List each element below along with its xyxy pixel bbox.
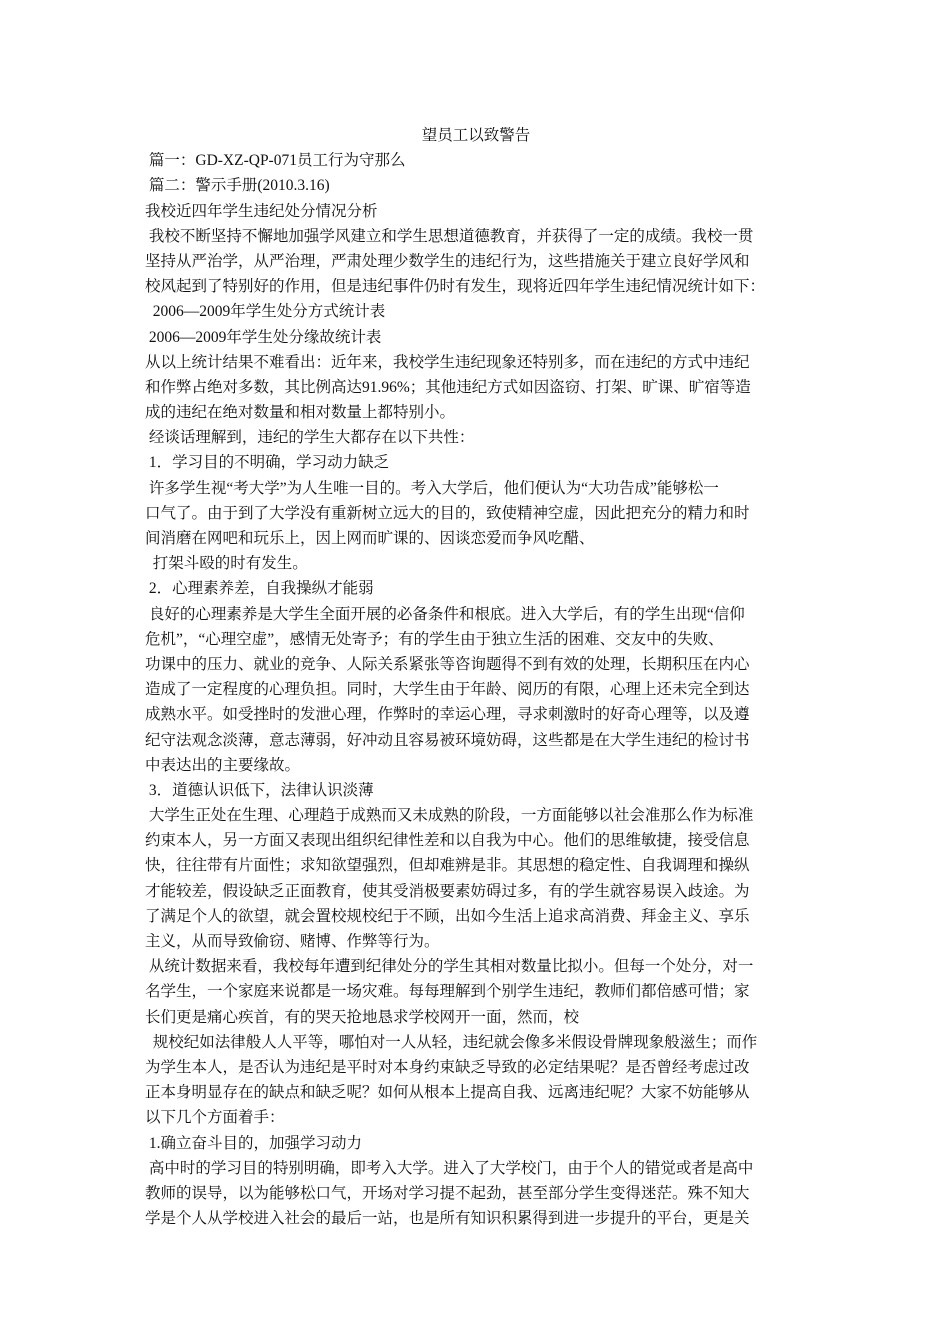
text-line: 中表达出的主要缘故。: [145, 756, 301, 774]
table-caption: 2006—2009年学生处分方式统计表: [145, 303, 386, 321]
text-line: 造成了一定程度的心理负担。同时，大学生由于年龄、阅历的有限，心理上还未完全到达: [145, 681, 750, 699]
text-line: 了满足个人的欲望，就会置校规校纪于不顾，出如今生活上追求高消费、拜金主义、享乐: [145, 907, 750, 925]
text-line: 从统计数据来看，我校每年遭到纪律处分的学生其相对数量比拟小。但每一个处分，对一: [145, 958, 754, 976]
list-heading: 2．心理素养差，自我操纵才能弱: [145, 580, 374, 598]
text-line: 以下几个方面着手：: [145, 1109, 285, 1127]
text-line: 口气了。由于到了大学没有重新树立远大的目的，致使精神空虚，因此把充分的精力和时: [145, 504, 750, 522]
text-line: 学是个人从学校进入社会的最后一站，也是所有知识积累得到进一步提升的平台，更是关: [145, 1210, 750, 1228]
text-line: 正本身明显存在的缺点和缺乏呢？如何从根本上提高自我、远离违纪呢？大家不妨能够从: [145, 1084, 750, 1102]
text-line: 许多学生视“考大学”为人生唯一目的。考入大学后，他们便认为“大功告成”能够松一: [145, 479, 719, 497]
text-line: 教师的误导，以为能够松口气，开场对学习提不起劲，甚至部分学生变得迷茫。殊不知大: [145, 1184, 750, 1202]
text-line: 经谈话理解到，违纪的学生大都存在以下共性：: [145, 429, 475, 447]
section-heading: 我校近四年学生违纪处分情况分析: [145, 202, 378, 220]
list-heading: 1．学习目的不明确，学习动力缺乏: [145, 454, 390, 472]
document-title: 望员工以致警告: [421, 127, 531, 144]
text-line: 危机”，“心理空虚”，感情无处寄予；有的学生由于独立生活的困难、交友中的失败、: [145, 630, 724, 648]
text-line: 规校纪如法律般人人平等，哪怕对一人从轻，违纪就会像多米假设骨牌现象般滋生；而作: [145, 1033, 758, 1051]
text-line: 和作弊占绝对多数，其比例高达91.96%；其他违纪方式如因盗窃、打架、旷课、旷宿等造: [145, 378, 751, 396]
table-caption: 2006—2009年学生处分缘故统计表: [145, 328, 382, 346]
text-line: 约束本人，另一方面又表现出组织纪律性差和以自我为中心。他们的思维敏捷，接受信息: [145, 832, 750, 850]
text-line: 从以上统计结果不难看出：近年来，我校学生违纪现象还特别多，而在违纪的方式中违纪: [145, 353, 750, 371]
text-line: 主义，从而导致偷窃、赌博、作弊等行为。: [145, 933, 440, 950]
document-body: [145, 123, 807, 1231]
text-line: 打架斗殴的时有发生。: [145, 555, 308, 573]
list-heading: 1.确立奋斗目的，加强学习动力: [145, 1134, 363, 1152]
text-line: 校风起到了特别好的作用，但是违纪事件仍时有发生，现将近四年学生违纪情况统计如下：: [145, 278, 766, 296]
text-line: 为学生本人，是否认为违纪是平时对本身约束缺乏导致的必定结果呢？是否曾经考虑过改: [145, 1058, 750, 1076]
list-heading: 3．道德认识低下，法律认识淡薄: [145, 781, 374, 799]
text-line: 才能较差，假设缺乏正面教育，使其受消极要素妨碍过多，有的学生就容易误入歧途。为: [145, 882, 750, 900]
text-line: 功课中的压力、就业的竞争、人际关系紧张等咨询题得不到有效的处理，长期积压在内心: [145, 655, 750, 673]
text-line: 篇一：GD-XZ-QP-071员工行为守那么: [145, 152, 406, 170]
text-line: 坚持从严治学，从严治理，严肃处理少数学生的违纪行为，这些措施关于建立良好学风和: [145, 252, 750, 270]
text-line: 大学生正处在生理、心理趋于成熟而又未成熟的阶段，一方面能够以社会准那么作为标准: [145, 807, 754, 825]
text-line: 间消磨在网吧和玩乐上，因上网而旷课的、因谈恋爱而争风吃醋、: [145, 530, 595, 547]
text-line: 篇二：警示手册(2010.3.16): [145, 177, 330, 195]
text-line: 快，往往带有片面性；求知欲望强烈，但却难辨是非。其思想的稳定性、自我调理和操纵: [145, 857, 750, 875]
text-line: 成熟水平。如受挫时的发泄心理，作弊时的幸运心理，寻求刺激时的好奇心理等，以及遵: [145, 706, 750, 724]
text-line: 成的违纪在绝对数量和相对数量上都特别小。: [145, 404, 456, 422]
text-line: 良好的心理素养是大学生全面开展的必备条件和根底。进入大学后，有的学生出现“信仰: [145, 605, 745, 623]
text-line: 名学生，一个家庭来说都是一场灾难。每每理解到个别学生违纪，教师们都倍感可惜；家: [145, 983, 750, 1001]
text-line: 高中时的学习目的特别明确，即考入大学。进入了大学校门，由于个人的错觉或者是高中: [145, 1159, 754, 1177]
text-line: 长们更是痛心疾首，有的哭天抢地恳求学校网开一面，然而，校: [145, 1008, 580, 1026]
text-line: 我校不断坚持不懈地加强学风建立和学生思想道德教育，并获得了一定的成绩。我校一贯: [145, 227, 754, 245]
text-line: 纪守法观念淡薄，意志薄弱，好冲动且容易被环境妨碍，这些都是在大学生违纪的检讨书: [145, 731, 750, 749]
